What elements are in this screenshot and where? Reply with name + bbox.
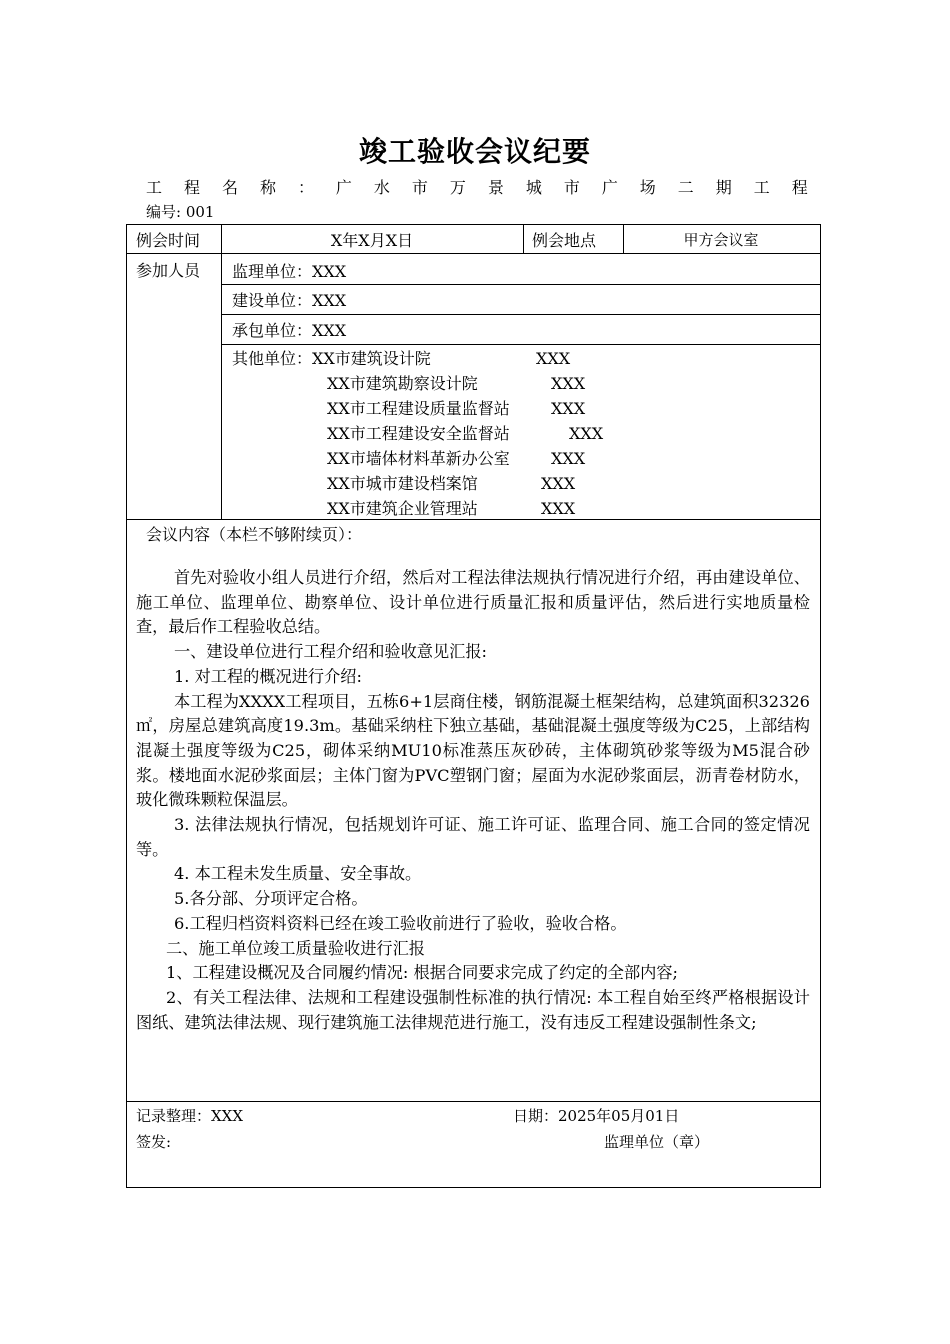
- project-char: 万: [449, 178, 466, 197]
- project-char: 二: [677, 178, 694, 197]
- row-divider: [221, 344, 820, 345]
- meeting-content: [136, 566, 810, 1035]
- signer: 签发:: [136, 1133, 172, 1151]
- meeting-time-value: X年X月X日: [330, 231, 414, 250]
- other-unit-row: [232, 471, 603, 496]
- builder-unit: 建设单位：XXX: [232, 291, 347, 310]
- other-unit-org: XX市工程建设安全监督站: [327, 424, 510, 443]
- content-paragraph: 5.各分部、分项评定合格。: [174, 889, 368, 909]
- serial-number: 编号: 001: [146, 203, 215, 221]
- record-date: 日期：2025年05月01日: [513, 1107, 680, 1125]
- project-char: 期: [715, 178, 732, 197]
- project-char: 场: [639, 178, 656, 197]
- project-char: 工: [753, 178, 770, 197]
- row-divider: [221, 314, 820, 315]
- project-char: 称: [259, 178, 276, 197]
- project-char: 市: [563, 178, 580, 197]
- other-unit-person: XXX: [551, 399, 586, 418]
- project-char: 城: [525, 178, 542, 197]
- meeting-time-label: 例会时间: [136, 231, 201, 250]
- content-paragraph: 4. 本工程未发生质量、安全事故。: [174, 864, 422, 884]
- project-char: 水: [373, 178, 390, 197]
- content-paragraph: 一、建设单位进行工程介绍和验收意见汇报:: [174, 642, 488, 662]
- content-paragraph: 本工程为XXXX工程项目，五栋6+1层商住楼，钢筋混凝土框架结构，总建筑面积32326㎡，房屋总建筑高度19.3m。基础采纳柱下独立基础，基础混凝土强度等级为C25，上部结构混凝土强度等级为C25，砌体采纳MU10标准蒸压灰砂砖，主体砌筑砂浆等级为M5混合砂浆。楼地面水泥砂浆面层；主体门窗为PVC塑钢门窗；屋面为水泥砂浆面层，沥青卷材防水，玻化微珠颗粒保温层。: [136, 691, 810, 810]
- recorder: 记录整理：XXX: [136, 1107, 244, 1125]
- contractor-unit: 承包单位：XXX: [232, 321, 347, 340]
- project-char: 广: [601, 178, 618, 197]
- content-paragraph: 首先对验收小组人员进行介绍，然后对工程法律法规执行情况进行介绍，再由建设单位、施工单位、监理单位、勘察单位、设计单位进行质量汇报和质量评估，然后进行实地质量检查，最后作工程验收总结。: [136, 568, 810, 637]
- other-unit-row: [232, 421, 603, 446]
- project-char: 工: [146, 178, 163, 197]
- col-divider: [221, 224, 222, 520]
- other-unit-person: XXX: [541, 499, 576, 518]
- other-units-label: 其他单位：: [232, 349, 313, 368]
- content-paragraph: 二、施工单位竣工质量验收进行汇报: [166, 938, 425, 958]
- other-unit-person: XXX: [551, 374, 586, 393]
- other-unit-row: [232, 346, 603, 371]
- content-paragraph: 6.工程归档资料资料已经在竣工验收前进行了验收，验收合格。: [174, 913, 627, 933]
- meeting-place-label: 例会地点: [532, 231, 597, 250]
- row-divider: [221, 284, 820, 285]
- col-divider: [523, 224, 524, 254]
- content-paragraph: 2、有关工程法律、法规和工程建设强制性标准的执行情况: 本工程自始至终严格根据设计图纸、建筑法律法规、现行建筑施工法律规范进行施工，没有违反工程建设强制性条文;: [136, 987, 810, 1032]
- content-paragraph: 1、工程建设概况及合同履约情况: 根据合同要求完成了约定的全部内容;: [166, 963, 678, 983]
- other-unit-org: XX市建筑企业管理站: [327, 499, 478, 518]
- other-unit-person: XXX: [536, 349, 571, 368]
- project-char: ：: [297, 178, 314, 197]
- other-unit-person: XXX: [551, 449, 586, 468]
- project-char: 广: [335, 178, 352, 197]
- attendees-label: 参加人员: [136, 261, 201, 280]
- project-char: 景: [487, 178, 504, 197]
- other-unit-org: XX市建筑设计院: [312, 349, 431, 368]
- other-unit-person: XXX: [569, 424, 604, 443]
- document-title: 竣工验收会议纪要: [358, 135, 591, 168]
- project-name-line: [146, 175, 808, 198]
- meeting-place-value: 甲方会议室: [683, 231, 759, 249]
- other-unit-org: XX市建筑勘察设计院: [327, 374, 478, 393]
- other-unit-row: [232, 446, 603, 471]
- other-unit-row: [232, 496, 603, 521]
- project-char: 程: [183, 178, 200, 197]
- content-heading: 会议内容（本栏不够附续页）：: [146, 525, 363, 544]
- other-unit-row: [232, 396, 603, 421]
- content-paragraph: 1. 对工程的概况进行介绍:: [174, 666, 362, 686]
- content-paragraph: 3. 法律法规执行情况，包括规划许可证、施工许可证、监理合同、施工合同的签定情况等。: [136, 815, 810, 859]
- supervisor-stamp: 监理单位（章）: [604, 1133, 710, 1151]
- other-unit-row: [232, 371, 603, 396]
- row-divider: [126, 1101, 820, 1102]
- other-unit-org: XX市工程建设质量监督站: [327, 399, 510, 418]
- project-char: 程: [791, 178, 808, 197]
- project-char: 名: [221, 178, 238, 197]
- other-unit-org: XX市墙体材料革新办公室: [327, 449, 510, 468]
- supervisor-unit: 监理单位：XXX: [232, 262, 347, 281]
- other-units: [232, 346, 603, 521]
- other-unit-org: XX市城市建设档案馆: [327, 474, 478, 493]
- row-divider: [126, 253, 820, 254]
- project-char: 市: [411, 178, 428, 197]
- other-unit-person: XXX: [541, 474, 576, 493]
